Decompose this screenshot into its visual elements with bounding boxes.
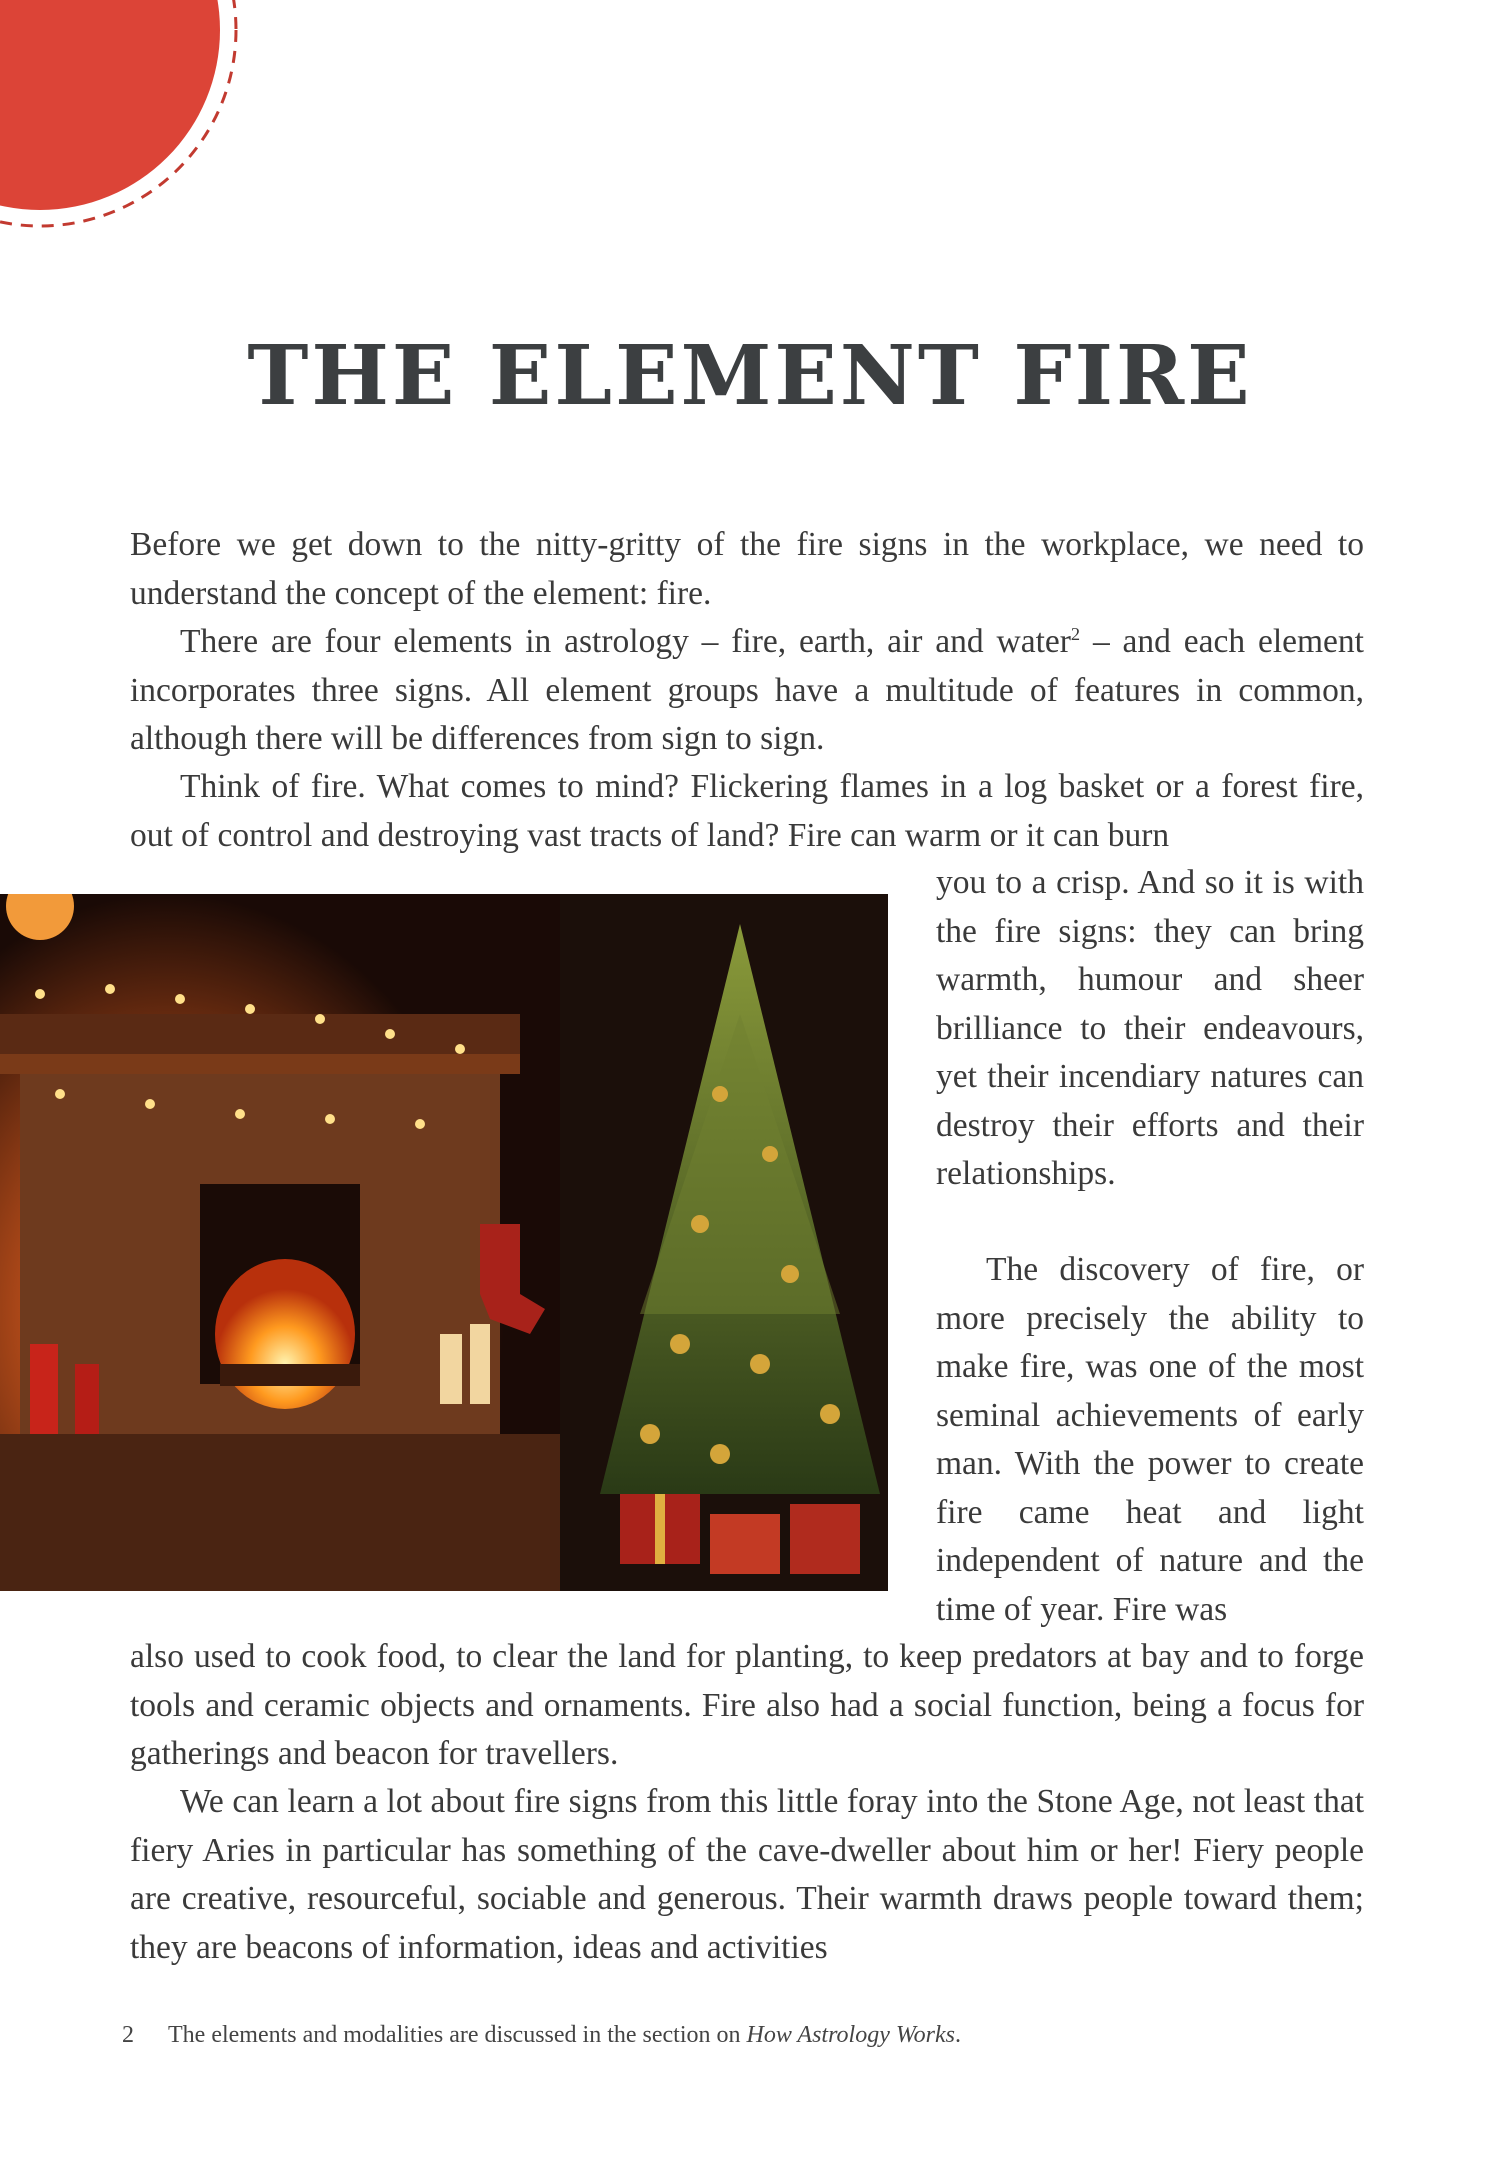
paragraph-elements-text-a: There are four elements in astrology – fire, earth, air and water [180, 623, 1071, 660]
paragraph-think-fire: Think of fire. What comes to mind? Flickering flames in a log basket or a forest fire, out of control and destroying vast tracts of land? Fire can warm or it can burn [130, 768, 1364, 854]
footnote-period: . [954, 2022, 961, 2048]
paragraph-elements [130, 618, 1364, 764]
paragraph-intro: Before we get down to the nitty-gritty of the fire signs in the workplace, we need to understand the concept of the element: fire. [130, 526, 1364, 612]
footnote-number: 2 [122, 2022, 134, 2048]
paragraph-discovery-continued: also used to cook food, to clear the land for planting, to keep predators at bay and to forge tools and ceramic objects and ornaments. Fire also had a social function, being a focus for gatherings and beacon for travellers. [130, 1638, 1364, 1772]
footnote-book-section: How Astrology Works [746, 2022, 955, 2048]
paragraph-discovery-side: The discovery of fire, or more precisely the ability to make fire, was one of the most seminal achievements of early man. With the power to create fire came heat and light independent of nature and the time of year. Fire was [936, 1251, 1364, 1628]
footnote-text: The elements and modalities are discussed in the section on [168, 2022, 747, 2048]
footnote [122, 2022, 961, 2049]
corner-circle-decoration [0, 0, 240, 240]
paragraph-stone-age: We can learn a lot about fire signs from this little foray into the Stone Age, not least that fiery Aries in particular has something of the cave-dweller about him or her! Fiery people are creative, resourceful, sociable and generous. Their warmth draws people toward them; they are beacons of information, ideas and activities [130, 1783, 1364, 1966]
footnote-ref: 2 [1070, 623, 1081, 644]
red-circle [0, 0, 220, 210]
paragraph-elements-text-b: – and each element incorporates three signs. All element groups have a multitude of features in common, although there will be differences from sign to sign. [130, 623, 1364, 757]
page-title: THE ELEMENT FIRE [247, 328, 1253, 424]
paragraph-fire-signs-side: you to a crisp. And so it is with the fire signs: they can bring warmth, humour and sheer brilliance to their endeavours, yet their incendiary natures can destroy their efforts and their relationships. [936, 864, 1364, 1192]
fireplace-christmas-tree-photo [0, 894, 888, 1591]
